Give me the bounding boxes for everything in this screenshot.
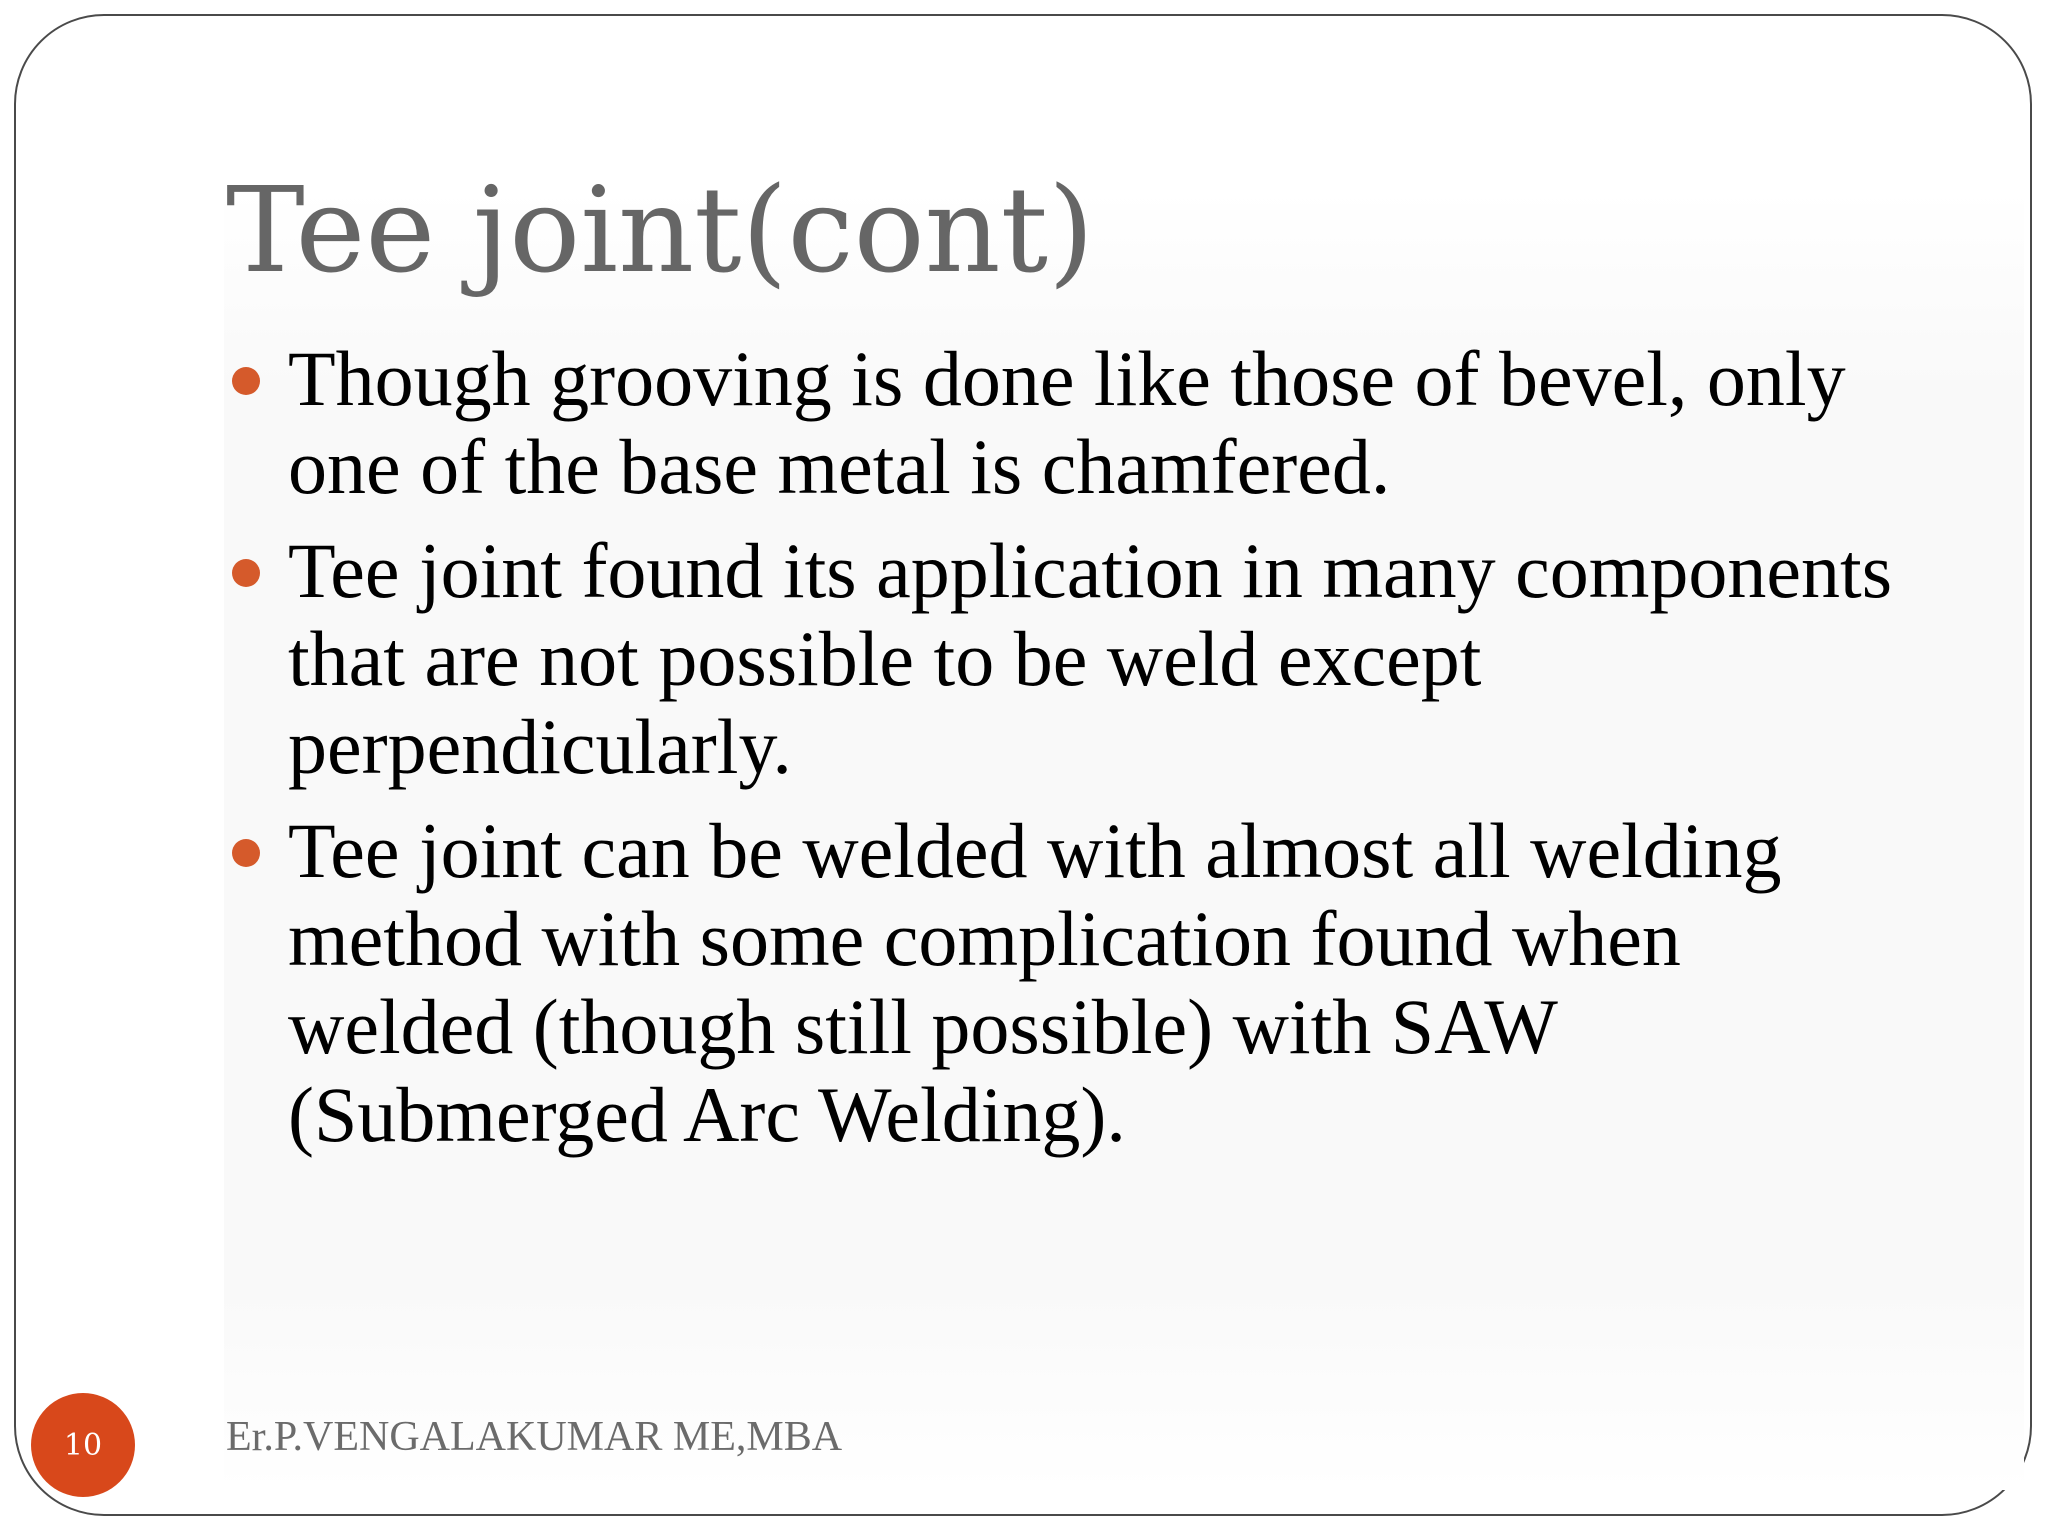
footer-author: Er.P.VENGALAKUMAR ME,MBA [226, 1414, 843, 1460]
slide-title: Tee joint(cont) [226, 161, 1095, 299]
page-number: 10 [63, 1427, 103, 1463]
bullet-text: Tee joint found its application in many components that are not possible to be weld except perpendicularly. [288, 527, 1893, 790]
bullet-text: Though grooving is done like those of bevel, only one of the base metal is chamfered. [288, 335, 1846, 510]
bullet-dot-icon [232, 559, 260, 587]
bullet-dot-icon [232, 367, 260, 395]
bullet-text: Tee joint can be welded with almost all welding method with some complication found when welded (though still possible) with SAW (Submerged Arc Welding). [288, 807, 1782, 1158]
bullet-list [232, 335, 1912, 1175]
bullet-item [232, 527, 1912, 791]
page-number-badge [31, 1393, 135, 1497]
bullet-item [232, 335, 1912, 511]
bullet-item [232, 807, 1912, 1159]
bullet-dot-icon [232, 839, 260, 867]
